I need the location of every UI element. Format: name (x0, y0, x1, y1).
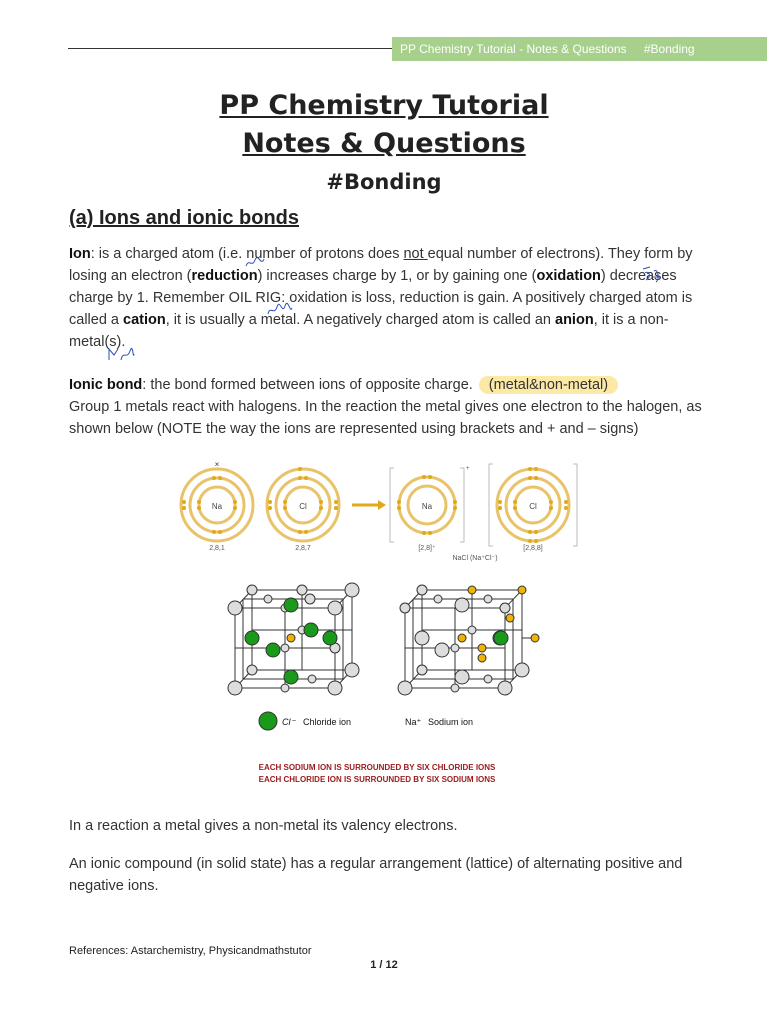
term-ion: Ion (69, 246, 91, 262)
nacl-lattice-left (228, 583, 359, 695)
chloride-legend-swatch (259, 712, 277, 730)
cl-config: 2,8,7 (295, 545, 311, 552)
legend-na-symbol: Na⁺ (405, 717, 422, 727)
references: References: Astarchemistry, Physicandmathstutor (69, 945, 312, 957)
nacl-lattice-right (398, 585, 539, 695)
highlight-metal-nonmetal: (metal&non-metal) (479, 376, 618, 394)
sodium-atom-diagram (181, 460, 253, 552)
legend-cl-text: Chloride ion (303, 717, 352, 727)
page-title-line2: Notes & Questions (242, 128, 526, 159)
term-anion: anion (555, 312, 594, 328)
figure-caption-1: EACH SODIUM ION IS SURROUNDED BY SIX CHLORIDE IONS (258, 763, 496, 772)
na-config: 2,8,1 (209, 545, 225, 552)
svg-text:×: × (214, 460, 220, 469)
term-cation: cation (123, 312, 166, 328)
cl-label: Cl (299, 502, 307, 511)
sodium-ion-diagram (390, 466, 470, 552)
term-ionic-bond: Ionic bond (69, 377, 143, 393)
ion-definition-paragraph: Ion: is a charged atom (i.e. number of protons does not equal number of electrons). They form by losing an electron (reduction) increases charge by 1, or by gaining one (oxidation) decreases charge by 1. Remember OIL RIG: oxidation is loss, reduction is gain. A positively charged atom is called a cation, it is usually a metal. A negatively charged atom is called an anion, it is a non-metal(s). (69, 246, 693, 350)
svg-text:Na: Na (421, 502, 433, 511)
term-oxidation: oxidation (536, 268, 601, 284)
legend-na-text: Sodium ion (428, 717, 474, 727)
page-number: 1 / 12 (370, 959, 398, 971)
term-reduction: reduction (191, 268, 258, 284)
page-title-line1: PP Chemistry Tutorial (219, 90, 549, 121)
page-topic: #Bonding (326, 170, 442, 194)
chlorine-atom-diagram (267, 467, 339, 552)
handwritten-annotation-2 (640, 265, 664, 285)
header-tag-topic: #Bonding (643, 42, 695, 56)
ionic-bonding-figure (170, 458, 600, 788)
reaction-paragraph: In a reaction a metal gives a non-metal its valency electrons. (69, 818, 458, 834)
svg-text:Cl: Cl (529, 502, 537, 511)
section-heading: (a) Ions and ionic bonds (69, 207, 299, 229)
handwritten-annotation-3 (266, 302, 294, 318)
ionic-bond-paragraph: Ionic bond: the bond formed between ions of opposite charge. (metal&non-metal) Group 1 metals react with halogens. In the reaction the metal gives one electron to the halogen, as shown below (NOTE the way the ions are represented using brackets and + and – signs) (69, 377, 702, 437)
reaction-arrow (352, 500, 386, 510)
na-ion-config: [2,8]⁺ (418, 545, 436, 552)
handwritten-annotation-1 (244, 256, 266, 270)
lattice-paragraph: An ionic compound (in solid state) has a regular arrangement (lattice) of alternating positive and negative ions. (69, 856, 683, 894)
legend-cl-symbol: Cl⁻ (282, 717, 296, 727)
cl-ion-config: [2,8,8] (523, 545, 543, 552)
header-tag (392, 37, 767, 61)
svg-text:+: + (466, 466, 470, 472)
header-rule (68, 48, 392, 49)
nacl-formula: NaCl (Na⁺Cl⁻) (452, 555, 498, 562)
lattice-legend (259, 712, 473, 730)
handwritten-annotation-4 (106, 346, 136, 364)
figure-caption-2: EACH CHLORIDE ION IS SURROUNDED BY SIX SODIUM IONS (258, 775, 496, 784)
chloride-ion-diagram (489, 464, 577, 552)
na-label: Na (211, 502, 223, 511)
header-tag-title: PP Chemistry Tutorial - Notes & Questions (400, 42, 627, 56)
